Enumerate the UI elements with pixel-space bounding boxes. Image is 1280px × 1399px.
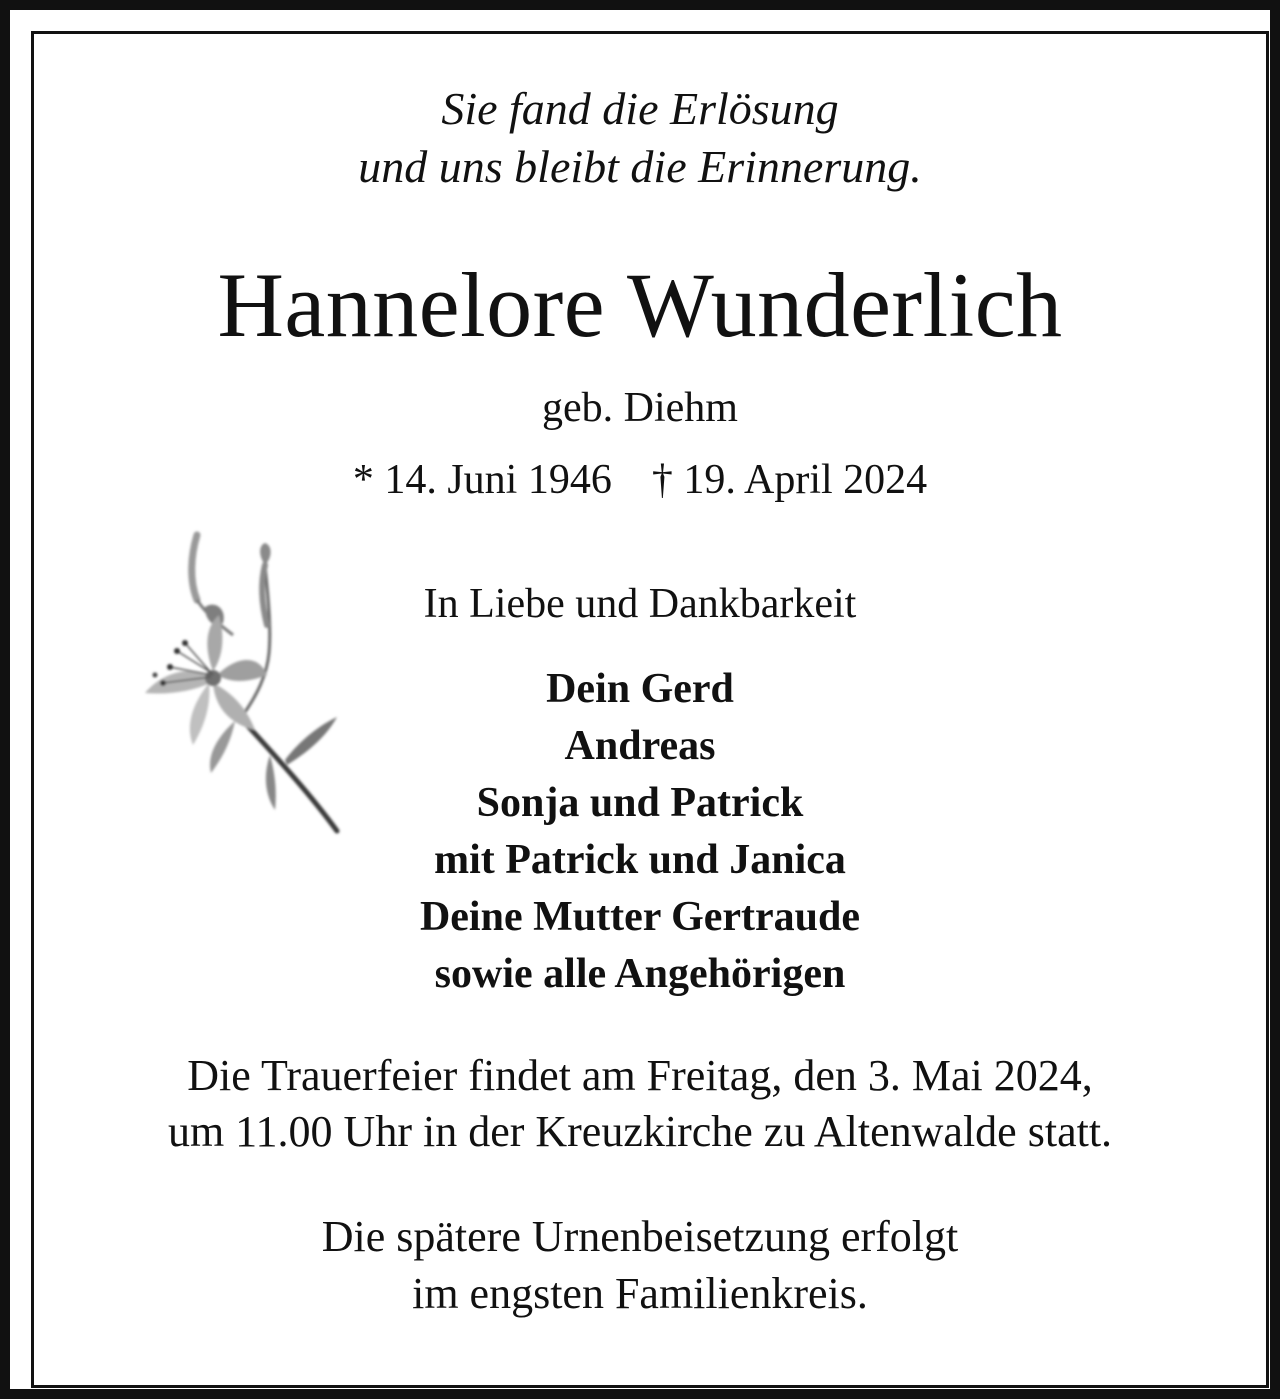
funeral-line-2: um 11.00 Uhr in der Kreuzkirche zu Altenwalde statt. (167, 1107, 1113, 1156)
dedication: In Liebe und Dankbarkeit (423, 581, 857, 627)
burial-line-1: Die spätere Urnenbeisetzung erfolgt (321, 1212, 959, 1261)
birth-date: * 14. Juni 1946 (352, 457, 612, 503)
mourner-line: Dein Gerd (546, 666, 734, 712)
funeral-line-1: Die Trauerfeier findet am Freitag, den 3. Mai 2024, (187, 1051, 1093, 1100)
mourner-line: Sonja und Patrick (476, 780, 804, 826)
mourner-line: sowie alle Angehörigen (434, 951, 846, 997)
mourner-line: mit Patrick und Janica (434, 837, 846, 883)
motto-line-1: Sie fand die Erlösung (441, 83, 839, 134)
burial-line-2: im engsten Familienkreis. (412, 1269, 868, 1318)
birth-name: geb. Diehm (542, 385, 738, 431)
motto-line-2: und uns bleibt die Erinnerung. (358, 141, 922, 192)
deceased-name: Hannelore Wunderlich (217, 254, 1063, 356)
death-date: † 19. April 2024 (651, 457, 928, 503)
mourner-line: Deine Mutter Gertraude (419, 894, 861, 940)
mourner-line: Andreas (564, 723, 716, 769)
life-dates (0, 454, 1280, 506)
